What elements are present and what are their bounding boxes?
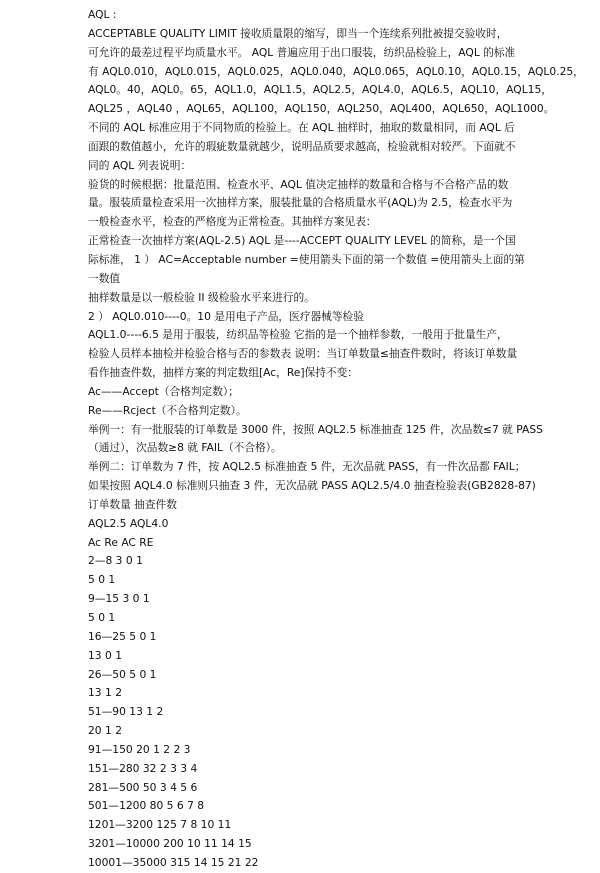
table-row: 10001—35000 315 14 15 21 22 <box>88 855 259 869</box>
paragraph-line: AQL0。40，AQL0。65，AQL1.0，AQL1.5，AQL2.5，AQL4.0，AQL6.5，AQL10，AQL15， <box>88 83 552 97</box>
example-one-line: （通过），次品数≥8 就 FAIL（不合格）。 <box>88 441 282 455</box>
table-row: 3201—10000 200 10 11 14 15 <box>88 837 252 851</box>
paragraph-line: 可允许的最差过程平均质量水平。 AQL 普遍应用于出口服装，纺织品检验上，AQL 的标准 <box>88 45 516 59</box>
table-row: 91—150 20 1 2 2 3 <box>88 742 191 756</box>
paragraph-line: 面跟的数值越小，允许的瑕疵数量就越少，说明品质要求越高，检验就相对较严。下面就不 <box>88 139 516 153</box>
table-row: 501—1200 80 5 6 7 8 <box>88 799 205 813</box>
paragraph-line: ACCEPTABLE QUALITY LIMIT 接收质量限的缩写，即当一个连续系列批被提交验收时， <box>88 26 508 40</box>
paragraph-line: 际标准， 1 ） AC=Acceptable number =使用箭头下面的第一个数值 =使用箭头上面的第 <box>88 252 525 266</box>
paragraph-line: 检验人员样本抽检并检验合格与否的参数表 说明：当订单数量≤抽查件数时，将该订单数量 <box>88 347 518 361</box>
table-row: 281—500 50 3 4 5 6 <box>88 780 198 794</box>
table-row: 13 0 1 <box>88 648 122 662</box>
table-header: AQL2.5 AQL4.0 <box>88 516 169 530</box>
paragraph-line: AQL25 ，AQL40 ，AQL65，AQL100，AQL150，AQL250，AQL400，AQL650，AQL1000。 <box>88 102 555 116</box>
aql-heading: AQL : <box>88 8 117 21</box>
table-row: 5 0 1 <box>88 611 116 624</box>
table-row: 5 0 1 <box>88 573 116 587</box>
example-two-line: 如果按照 AQL4.0 标准则只抽查 3 件，无次品就 PASS AQL2.5/4.0 抽查检验表(GB2828-87) <box>88 479 536 493</box>
table-row: 26—50 5 0 1 <box>88 667 157 681</box>
paragraph-line: 2 ） AQL0.010----0。10 是用电子产品，医疗器械等检验 <box>88 309 364 323</box>
re-definition: Re——Rcject（不合格判定数）。 <box>88 403 247 417</box>
table-row: 9—15 3 0 1 <box>88 592 150 606</box>
table-header: 订单数量 抽查件数 <box>88 497 177 511</box>
paragraph-line: 验货的时候根据：批量范围、检查水平、AQL 值决定抽样的数量和合格与不合格产品的数 <box>88 177 509 191</box>
table-row: 51—90 13 1 2 <box>88 705 164 719</box>
paragraph-line: AQL1.0----6.5 是用于服装，纺织品等检验 它指的是一个抽样参数，一般用于批量生产， <box>88 328 508 342</box>
table-row: 16—25 5 0 1 <box>88 629 157 643</box>
paragraph-line: 有 AQL0.010，AQL0.015，AQL0.025，AQL0.040，AQL0.065，AQL0.10，AQL0.15，AQL0.25， <box>88 64 584 78</box>
table-row: 1201—3200 125 7 8 10 11 <box>88 818 232 832</box>
paragraph-line: 抽样数量是以一般检验 II 级检验水平来进行的。 <box>88 290 315 304</box>
paragraph-line: 量。服装质量检查采用一次抽样方案，服装批量的合格质量水平(AQL)为 2.5，检查水平为 <box>88 196 513 210</box>
table-row: 2—8 3 0 1 <box>88 554 143 568</box>
paragraph-line: 看作抽查件数，抽样方案的判定数组[Ac，Re]保持不变： <box>88 366 358 380</box>
example-one-line: 举例一：有一批服装的订单数是 3000 件，按照 AQL2.5 标准抽查 125 件，次品数≤7 就 PASS <box>88 422 543 436</box>
example-two-line: 举例二：订单数为 7 件，按 AQL2.5 标准抽查 5 件，无次品就 PASS，有一件次品都 FAIL； <box>88 460 526 474</box>
table-row: 151—280 32 2 3 3 4 <box>88 761 198 775</box>
table-header: Ac Re AC RE <box>88 535 154 549</box>
ac-definition: Ac——Accept（合格判定数）； <box>88 384 239 398</box>
paragraph-line: 一般检查水平，检查的严格度为正常检查。其抽样方案见表： <box>88 215 377 229</box>
table-row: 13 1 2 <box>88 686 122 700</box>
document-page <box>88 6 584 873</box>
paragraph-line: 一数值 <box>88 271 121 285</box>
paragraph-line: 正常检查一次抽样方案(AQL-2.5) AQL 是----ACCEPT QUALITY LEVEL 的简称，是一个国 <box>88 234 516 248</box>
paragraph-line: 不同的 AQL 标准应用于不同物质的检验上。在 AQL 抽样时，抽取的数量相同，而 AQL 后 <box>88 121 515 135</box>
paragraph-line: 同的 AQL 列表说明： <box>88 158 192 172</box>
table-row: 20 1 2 <box>88 724 122 738</box>
